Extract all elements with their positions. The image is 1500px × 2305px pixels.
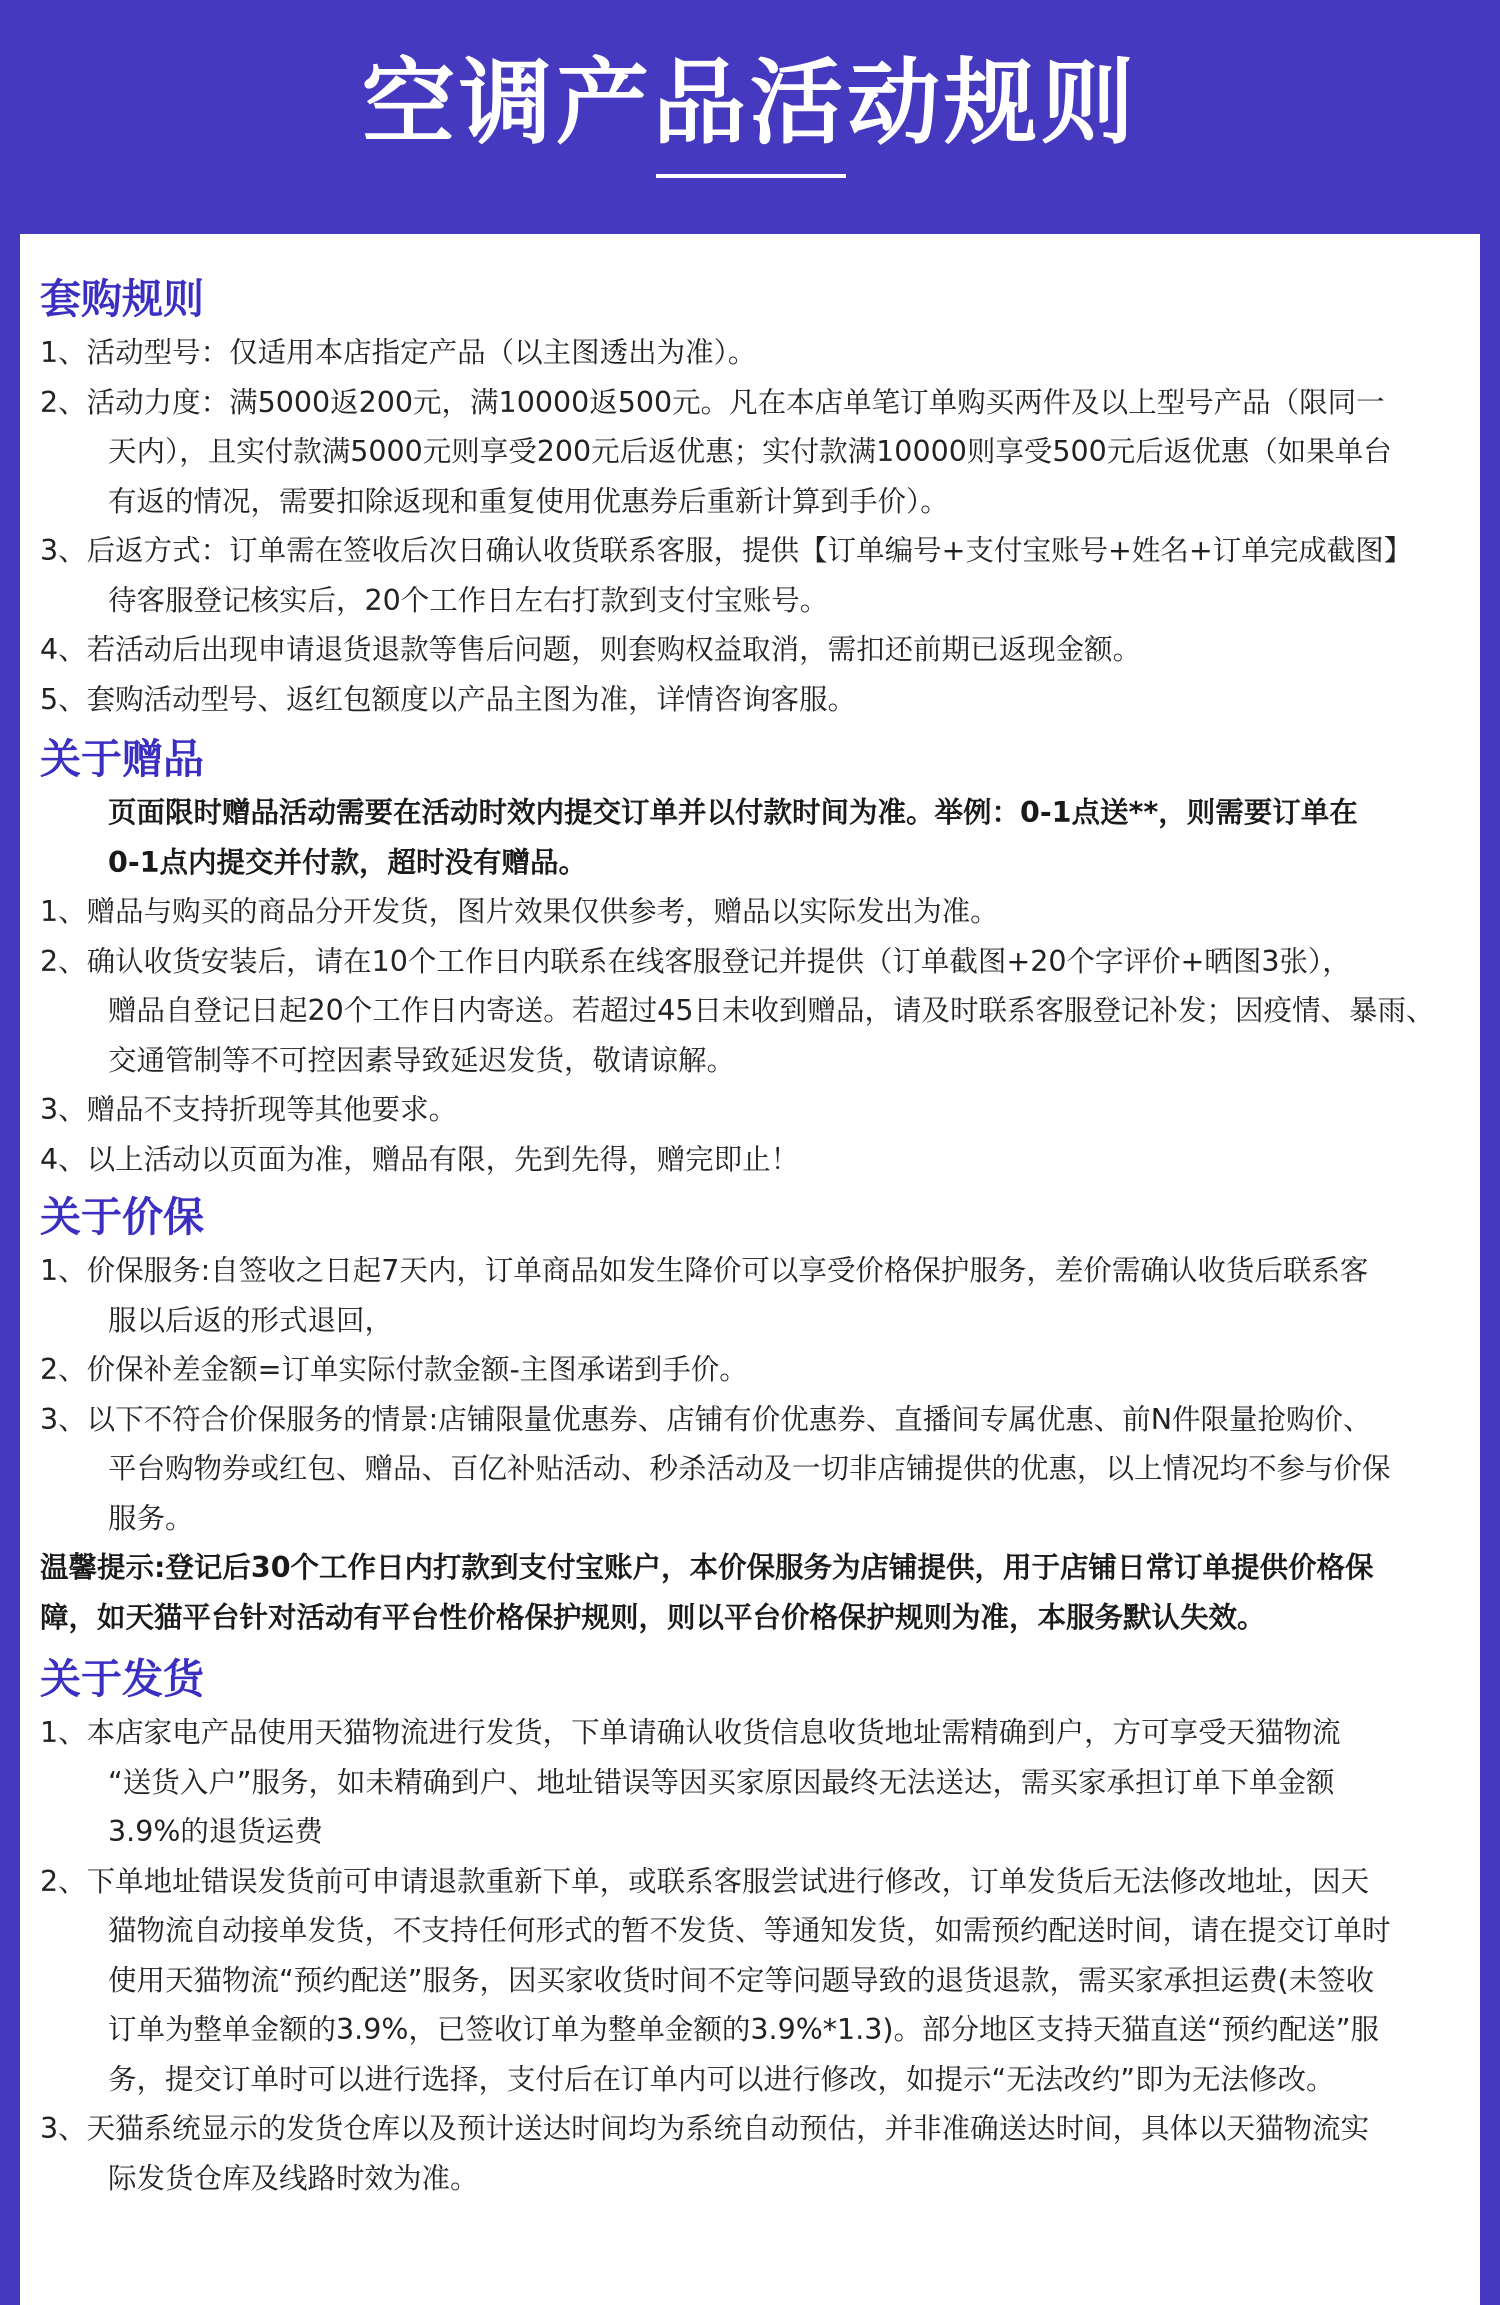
rule-line: 2、确认收货安装后，请在10个工作日内联系在线客服登记并提供（订单截图+20个字评价+晒图3张）， xyxy=(40,944,1351,978)
rule-line: 1、本店家电产品使用天猫物流进行发货，下单请确认收货信息收货地址需精确到户，方可享受天猫物流 xyxy=(40,1716,1341,1749)
section-title: 关于赠品 xyxy=(40,735,204,783)
rule-line: 服务。 xyxy=(108,1501,194,1535)
gift-notice-line: 页面限时赠品活动需要在活动时效内提交订单并以付款时间为准。举例：0-1点送**，则需要订单在 xyxy=(108,796,1358,829)
rule-line: 3、天猫系统显示的发货仓库以及预计送达时间均为系统自动预估，并非准确送达时间，具体以天猫物流实 xyxy=(40,2112,1370,2145)
rule-line: 使用天猫物流“预约配送”服务，因买家收货时间不定等问题导致的退货退款，需买家承担运费(未签收 xyxy=(108,1963,1375,1997)
section-bundle-rules xyxy=(40,270,1480,724)
rule-line: 3、赠品不支持折现等其他要求。 xyxy=(40,1093,458,1126)
page-title: 空调产品活动规则 xyxy=(362,49,1138,157)
rule-line: 际发货仓库及线路时效为准。 xyxy=(108,2161,479,2195)
rule-line: 交通管制等不可控因素导致延迟发货，敬请谅解。 xyxy=(108,1043,736,1077)
header-banner xyxy=(0,0,1500,234)
rule-line: 务，提交订单时可以进行选择，支付后在订单内可以进行修改，如提示“无法改约”即为无法修改。 xyxy=(108,2062,1335,2096)
rule-line: 有返的情况，需要扣除返现和重复使用优惠券后重新计算到手价）。 xyxy=(108,484,949,518)
rule-line: 猫物流自动接单发货，不支持任何形式的暂不发货、等通知发货，如需预约配送时间，请在提交订单时 xyxy=(108,1914,1391,1947)
gift-notice-line: 0-1点内提交并付款，超时没有赠品。 xyxy=(108,845,587,879)
rule-line: 2、活动力度：满5000返200元，满10000返500元。凡在本店单笔订单购买两件及以上型号产品（限同一 xyxy=(40,385,1385,419)
rule-line: 1、活动型号：仅适用本店指定产品（以主图透出为准）。 xyxy=(40,336,757,369)
rule-line: 1、赠品与购买的商品分开发货，图片效果仅供参考，赠品以实际发出为准。 xyxy=(40,895,999,928)
rules-panel xyxy=(20,234,1480,2305)
title-underline xyxy=(656,174,846,178)
rule-line: 3.9%的退货运费 xyxy=(108,1815,323,1848)
rule-line: 平台购物券或红包、赠品、百亿补贴活动、秒杀活动及一切非店铺提供的优惠，以上情况均不参与价保 xyxy=(108,1452,1391,1485)
section-title: 套购规则 xyxy=(40,275,204,323)
section-title: 关于价保 xyxy=(40,1193,204,1241)
rule-line: “送货入户”服务，如未精确到户、地址错误等因买家原因最终无法送达，需买家承担订单下单金额 xyxy=(108,1765,1335,1799)
rule-line: 服以后返的形式退回， xyxy=(108,1303,394,1337)
rule-line: 天内），且实付款满5000元则享受200元后返优惠；实付款满10000则享受500元后返优惠（如果单台 xyxy=(108,435,1392,468)
section-price-protection xyxy=(40,1188,1480,1642)
warm-tip-line: 温馨提示:登记后30个工作日内打款到支付宝账户，本价保服务为店铺提供，用于店铺日常订单提供价格保 xyxy=(40,1551,1374,1584)
rule-line: 订单为整单金额的3.9%，已签收订单为整单金额的3.9%*1.3)。部分地区支持天猫直送“预约配送”服 xyxy=(108,2013,1380,2046)
rule-line: 4、若活动后出现申请退货退款等售后问题，则套购权益取消，需扣还前期已返现金额。 xyxy=(40,633,1142,666)
rule-line: 待客服登记核实后，20个工作日左右打款到支付宝账号。 xyxy=(108,583,829,617)
rule-line: 3、以下不符合价保服务的情景:店铺限量优惠券、店铺有价优惠券、直播间专属优惠、前N件限量抢购价、 xyxy=(40,1402,1372,1436)
section-title: 关于发货 xyxy=(40,1655,204,1703)
rule-line: 1、价保服务:自签收之日起7天内，订单商品如发生降价可以享受价格保护服务，差价需确认收货后联系客 xyxy=(40,1254,1369,1287)
rule-line: 赠品自登记日起20个工作日内寄送。若超过45日未收到赠品，请及时联系客服登记补发；因疫情、暴雨、 xyxy=(108,994,1435,1027)
section-gifts xyxy=(40,730,1480,1184)
rule-line: 4、以上活动以页面为准，赠品有限，先到先得，赠完即止！ xyxy=(40,1142,800,1176)
rule-line: 3、后返方式：订单需在签收后次日确认收货联系客服，提供【订单编号+支付宝账号+姓名+订单完成截图】 xyxy=(40,534,1413,567)
section-shipping xyxy=(40,1650,1480,2203)
rule-line: 2、下单地址错误发货前可申请退款重新下单，或联系客服尝试进行修改，订单发货后无法修改地址，因天 xyxy=(40,1864,1370,1898)
rule-line: 5、套购活动型号、返红包额度以产品主图为准，详情咨询客服。 xyxy=(40,682,857,716)
rule-line: 2、价保补差金额=订单实际付款金额-主图承诺到手价。 xyxy=(40,1353,748,1386)
warm-tip-line: 障，如天猫平台针对活动有平台性价格保护规则，则以平台价格保护规则为准，本服务默认失效。 xyxy=(40,1600,1266,1634)
